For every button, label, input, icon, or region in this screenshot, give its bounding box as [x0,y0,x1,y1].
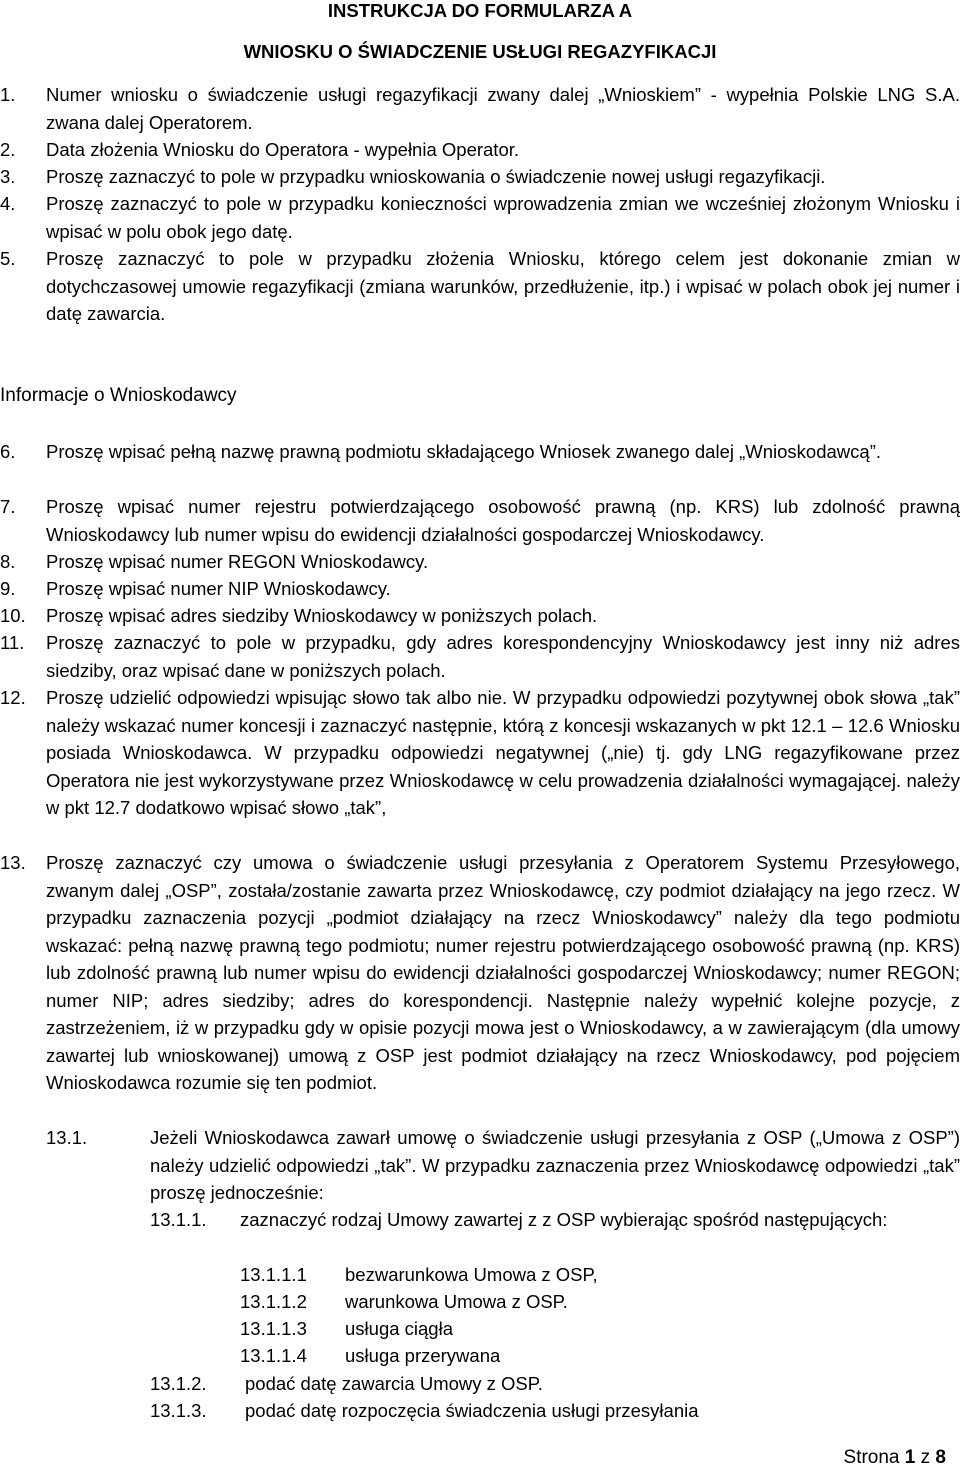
list-item [0,190,960,245]
item-number: 13.1.1.4 [240,1345,307,1366]
sub-item-13-1-1-3 [240,1315,960,1343]
item-text: Proszę wpisać numer NIP Wnioskodawcy. [46,578,391,599]
item-number: 12. [0,687,26,708]
item-text: Data złożenia Wniosku do Operatora - wypełnia Operator. [46,139,520,160]
document-title-line-2: WNIOSKU O ŚWIADCZENIE USŁUGI REGAZYFIKACJI [243,41,717,62]
page-separator: z [915,1447,936,1468]
item-text: Proszę zaznaczyć to pole w przypadku złożenia Wniosku, którego celem jest dokonanie zmian w dotychczasowej umowie regazyfikacji (zmiana warunków, przedłużenie, itp.) i wpisać w polach obok jej numer i datę zawarcia. [46,248,960,324]
item-text: bezwarunkowa Umowa z OSP, [345,1264,598,1285]
sub-item-13-1-1-4 [240,1342,960,1370]
item-text: warunkowa Umowa z OSP. [345,1291,568,1312]
item-number: 13.1.1. [150,1209,207,1230]
item-number: 2. [0,139,16,160]
list-item [0,575,960,603]
item-text: Proszę wpisać numer rejestru potwierdzającego osobowość prawną (np. KRS) lub zdolność prawną Wnioskodawcy lub numer wpisu do ewidencji działalności gospodarczej Wnioskodawcy. [46,496,960,545]
page-label: Strona [843,1447,905,1468]
item-number: 13.1.1.1 [240,1264,307,1285]
item-number: 11. [0,632,25,653]
item-text: usługa ciągła [345,1318,453,1339]
item-text: podać datę rozpoczęcia świadczenia usługi przesyłania [245,1400,699,1421]
sub-item-13-1-3 [150,1397,960,1425]
document-title-line-1: INSTRUKCJA DO FORMULARZA A [327,0,633,21]
item-text: Proszę zaznaczyć czy umowa o świadczenie usługi przesyłania z Operatorem Systemu Przesyłowego, zwanym dalej „OSP”, została/zostanie zawarta przez Wnioskodawcę, czy podmiot działający na jego rzecz. W przypadku zaznaczenia pozycji „podmiot działający na rzecz Wnioskodawcy” należy dla tego podmiotu wskazać: pełną nazwę prawną tego podmiotu; numer rejestru potwierdzającego osobowość prawną (np. KRS) lub zdolność prawną lub numer wpisu do ewidencji działalności gospodarczej Wnioskodawcy; numer REGON; numer NIP; adres siedziby; adres do korespondencji. Następnie należy wypełnić kolejne pozycje, z zastrzeżeniem, iż w przypadku gdy w opisie pozycji mowa jest o Wnioskodawcy, a w zawierającym (dla umowy zawartej lub wnioskowanej) umową z OSP jest podmiot działający na rzecz Wnioskodawcy, pod pojęciem Wnioskodawca rozumie się ten podmiot. [46,852,960,1093]
item-number: 6. [0,441,16,462]
item-number: 10. [0,605,26,626]
item-text: Proszę wpisać adres siedziby Wnioskodawcy w poniższych polach. [46,605,598,626]
list-item [0,629,960,684]
list-item [0,849,960,1097]
item-number: 13.1.1.2 [240,1291,307,1312]
list-item [0,163,960,191]
total-pages-number: 8 [935,1447,946,1468]
list-item [0,493,960,548]
item-number: 13. [0,852,26,873]
item-text: Proszę wpisać pełną nazwę prawną podmiotu składającego Wniosek zwanego dalej „Wnioskodawcą”. [46,441,881,462]
item-text: podać datę zawarcia Umowy z OSP. [245,1373,543,1394]
sub-item-13-1 [46,1124,960,1207]
sub-item-13-1-1 [150,1206,960,1234]
list-item [0,438,960,466]
item-number: 8. [0,551,16,572]
list-item [0,81,960,136]
item-number: 13.1.3. [150,1400,207,1421]
item-number: 3. [0,166,16,187]
list-item [0,602,960,630]
item-number: 5. [0,248,16,269]
list-item [0,136,960,164]
item-number: 9. [0,578,16,599]
item-number: 4. [0,193,16,214]
list-item [0,684,960,822]
item-text: zaznaczyć rodzaj Umowy zawartej z z OSP wybierając spośród następujących: [240,1209,888,1230]
item-number: 13.1. [46,1127,88,1148]
item-number: 13.1.1.3 [240,1318,307,1339]
item-number: 1. [0,84,16,105]
item-text: Proszę zaznaczyć to pole w przypadku wnioskowania o świadczenie nowej usługi regazyfikacji. [46,166,826,187]
item-text: Proszę zaznaczyć to pole w przypadku, gdy adres korespondencyjny Wnioskodawcy jest inny niż adres siedziby, oraz wpisać dane w poniższych polach. [46,632,960,681]
sub-item-13-1-1-1 [240,1261,960,1289]
item-text: usługa przerywana [345,1345,501,1366]
item-text: Proszę wpisać numer REGON Wnioskodawcy. [46,551,429,572]
item-number: 7. [0,496,16,517]
page-footer [844,1446,946,1470]
list-item [0,548,960,576]
sub-item-13-1-2 [150,1370,960,1398]
item-text: Proszę zaznaczyć to pole w przypadku konieczności wprowadzenia zmian we wcześniej złożonym Wniosku i wpisać w polu obok jego datę. [46,193,960,242]
item-text: Proszę udzielić odpowiedzi wpisując słowo tak albo nie. W przypadku odpowiedzi pozytywnej obok słowa „tak” należy wskazać numer koncesji i zaznaczyć następnie, którą z koncesji wskazanych w pkt 12.1 – 12.6 Wniosku posiada Wnioskodawca. W przypadku odpowiedzi negatywnej („nie) tj. gdy LNG regazyfikowane przez Operatora nie jest wykorzystywane przez Wnioskodawcę w celu prowadzenia działalności wymagającej. należy w pkt 12.7 dodatkowo wpisać słowo „tak”, [46,687,960,818]
list-item [0,245,960,328]
section-heading: Informacje o Wnioskodawcy [0,385,237,406]
item-text: Numer wniosku o świadczenie usługi regazyfikacji zwany dalej „Wnioskiem” - wypełnia Polskie LNG S.A. zwana dalej Operatorem. [46,84,960,133]
sub-item-13-1-1-2 [240,1288,960,1316]
current-page-number: 1 [904,1447,916,1468]
item-text: Jeżeli Wnioskodawca zawarł umowę o świadczenie usługi przesyłania z OSP („Umowa z OSP”) należy udzielić odpowiedzi „tak”. W przypadku zaznaczenia przez Wnioskodawcę odpowiedzi „tak” proszę jednocześnie: [150,1127,960,1203]
item-number: 13.1.2. [150,1373,207,1394]
